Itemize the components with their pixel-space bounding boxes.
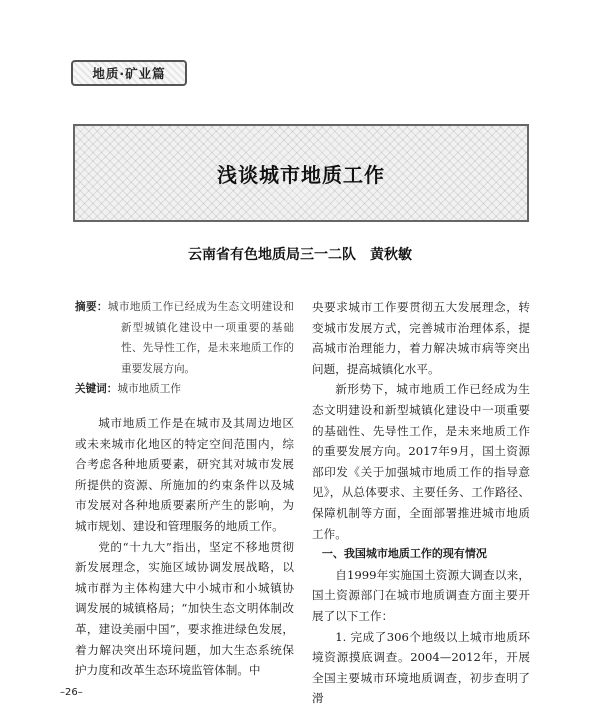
body-paragraph: 城市地质工作是在城市及其周边地区或未来城市化地区的特定空间范围内，综合考虑各种地质要素，研究其对城市发展所提供的资源、所施加的约束条件以及城市发展对各种地质要素所产生的影响，为城市规划、建设和管理服务的地质工作。 <box>75 415 294 533</box>
left-column <box>75 297 294 681</box>
abstract-label: 摘要： <box>75 301 108 313</box>
author-line: 云南省有色地质局三一二队 黄秋敏 <box>188 247 412 263</box>
keywords <box>75 379 294 400</box>
section-heading: 一、我国城市地质工作的现有情况 <box>321 547 487 561</box>
title-banner <box>73 124 529 222</box>
continued-paragraph: 央要求城市工作要贯彻五大发展理念，转变城市发展方式，完善城市治理体系，提高城市治理能力，着力解决城市病等突出问题，提高城镇化水平。 <box>312 300 530 376</box>
abstract <box>75 297 294 379</box>
body-paragraph: 1. 完成了306个地级以上城市地质环境资源摸底调查。2004—2012年，开展全国主要城市环境地质调查，初步查明了滑 <box>312 629 530 706</box>
body-paragraph: 新形势下，城市地质工作已经成为生态文明建设和新型城镇化建设中一项重要的基础性、先导性工作，是未来地质工作的重要发展方向。2017年9月，国土资源部印发《关于加强城市地质工作的指导意见》，从总体要求、主要任务、工作路径、保障机制等方面，全面部署推进城市地质工作。 <box>312 382 530 541</box>
page-number: –26– <box>60 687 83 698</box>
section-tag-label: 地质·矿业篇 <box>92 66 166 81</box>
right-column <box>312 297 530 709</box>
keywords-label: 关键词： <box>75 383 118 396</box>
section-tag <box>71 60 187 86</box>
body-paragraph: 党的“十九大”指出，坚定不移地贯彻新发展理念，实施区域协调发展战略，以城市群为主体构建大中小城市和小城镇协调发展的城镇格局；“加快生态文明体制改革，建设美丽中国”，要求推进绿色发展，着力解决突出环境问题，加大生态系统保护力度和改革生态环境监管体制。中 <box>75 539 294 678</box>
article-title: 浅谈城市地质工作 <box>217 162 385 187</box>
keywords-text: 城市地质工作 <box>117 383 181 396</box>
abstract-text: 城市地质工作已经成为生态文明建设和新型城镇化建设中一项重要的基础性、先导性工作，是未来地质工作的重要发展方向。 <box>107 301 294 375</box>
body-paragraph: 自1999年实施国土资源大调查以来，国土资源部门在城市地质调查方面主要开展了以下工作： <box>312 567 530 623</box>
